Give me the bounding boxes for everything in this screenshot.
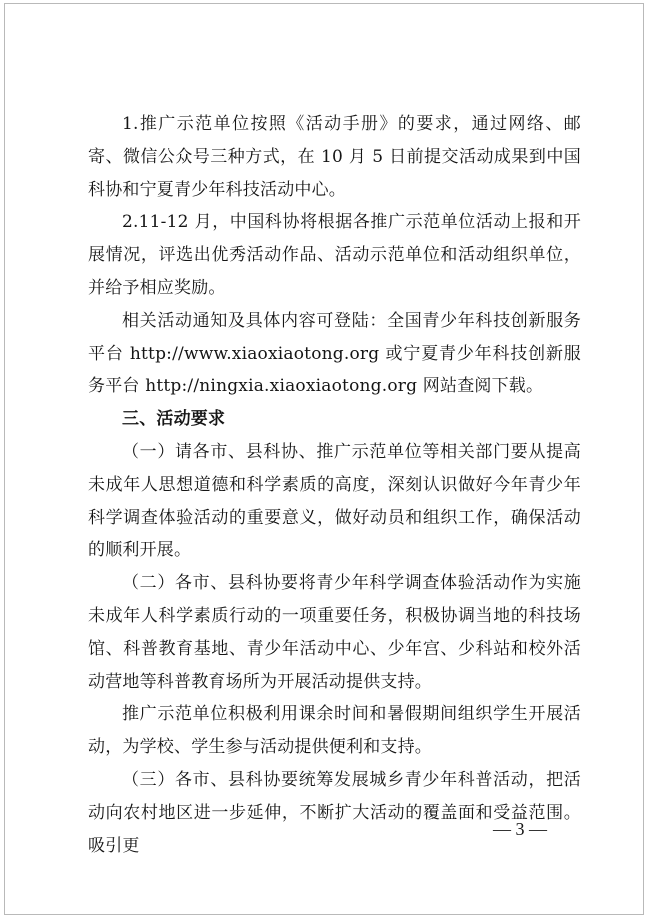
page-body xyxy=(88,108,581,862)
paragraph-requirement-1: （一）请各市、县科协、推广示范单位等相关部门要从提高未成年人思想道德和科学素质的高度，深刻认识做好今年青少年科学调查体验活动的重要意义，做好动员和组织工作，确保活动的顺利开展。 xyxy=(88,441,581,561)
page-number: — 3 — xyxy=(493,819,547,839)
paragraph-platform-links: 相关活动通知及具体内容可登陆：全国青少年科技创新服务平台 http://www.xiaoxiaotong.org 或宁夏青少年科技创新服务平台 http://ningxia.xiaoxiaotong.org 网站查阅下载。 xyxy=(88,310,581,397)
paragraph-requirement-3: （三）各市、县科协要统筹发展城乡青少年科普活动，把活动向农村地区进一步延伸，不断扩大活动的覆盖面和受益范围。吸引更 xyxy=(88,769,581,856)
document-page xyxy=(4,3,644,915)
paragraph-evaluation: 2.11-12 月，中国科协将根据各推广示范单位活动上报和开展情况，评选出优秀活动作品、活动示范单位和活动组织单位，并给予相应奖励。 xyxy=(88,212,581,298)
paragraph-school-support: 推广示范单位积极利用课余时间和暑假期间组织学生开展活动，为学校、学生参与活动提供便利和支持。 xyxy=(88,704,581,758)
paragraph-submit-results: 1.推广示范单位按照《活动手册》的要求，通过网络、邮寄、微信公众号三种方式，在 10 月 5 日前提交活动成果到中国科协和宁夏青少年科技活动中心。 xyxy=(88,114,581,200)
section-heading-activity-requirements: 三、活动要求 xyxy=(122,409,226,430)
paragraph-requirement-2: （二）各市、县科协要将青少年科学调查体验活动作为实施未成年人科学素质行动的一项重要任务，积极协调当地的科技场馆、科普教育基地、青少年活动中心、少年宫、少科站和校外活动营地等科普教育场所为开展活动提供支持。 xyxy=(88,573,581,692)
